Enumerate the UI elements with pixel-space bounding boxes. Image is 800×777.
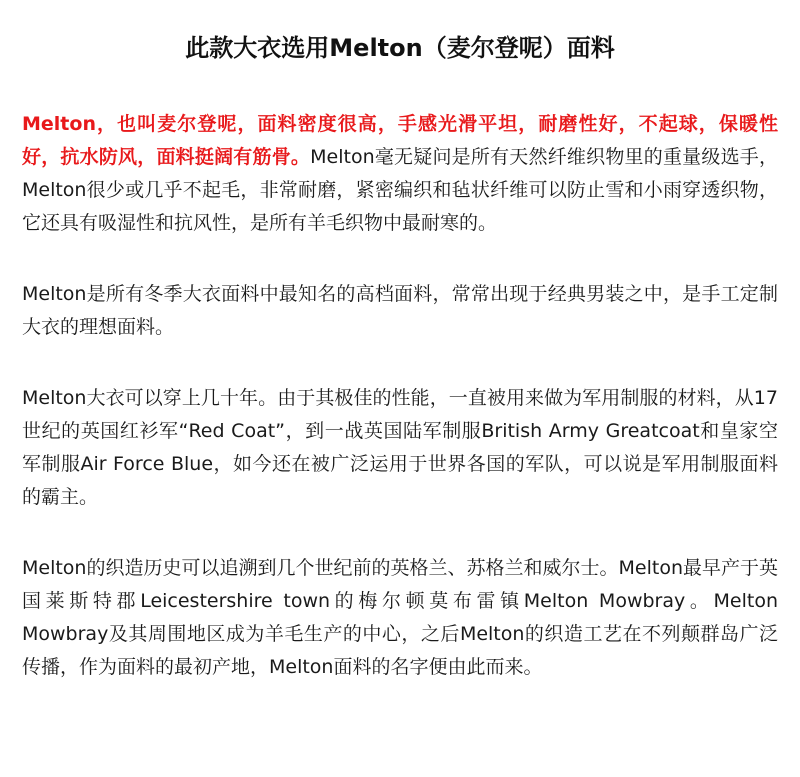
paragraph-military: [22, 382, 778, 514]
page-title: 此款大衣选用Melton（麦尔登呢）面料: [185, 34, 615, 62]
description-body: [22, 108, 778, 684]
paragraph-text: Melton的织造历史可以追溯到几个世纪前的英格兰、苏格兰和威尔士。Melton最早产于英国莱斯特郡Leicestershire town的梅尔顿莫布雷镇Melton Mowbray。Melton Mowbray及其周围地区成为羊毛生产的中心，之后Melton的织造工艺在不列颠群岛广泛传播，作为面料的最初产地，Melton面料的名字便由此而来。: [22, 557, 778, 678]
paragraph-text: Melton毫无疑问是所有天然纤维织物里的重量级选手，Melton很少或几乎不起毛，非常耐磨，紧密编织和毡状纤维可以防止雪和小雨穿透织物，它还具有吸湿性和抗风性，是所有羊毛织物中最耐寒的。: [22, 146, 778, 234]
highlight-text: Melton，也叫麦尔登呢，面料密度很高，手感光滑平坦，耐磨性好，不起球，保暖性好，抗水防风，面料挺阔有筋骨。: [22, 113, 778, 168]
paragraph-history: [22, 552, 778, 684]
paragraph-text: Melton是所有冬季大衣面料中最知名的高档面料，常常出现于经典男装之中，是手工定制大衣的理想面料。: [22, 283, 778, 338]
paragraph-premium: [22, 278, 778, 344]
paragraph-text: Melton大衣可以穿上几十年。由于其极佳的性能，一直被用来做为军用制服的材料，从17世纪的英国红衫军“Red Coat”，到一战英国陆军制服British Army Greatcoat和皇家空军制服Air Force Blue，如今还在被广泛运用于世界各国的军队，可以说是军用制服面料的霸主。: [22, 387, 778, 508]
paragraph-intro: [22, 108, 778, 240]
